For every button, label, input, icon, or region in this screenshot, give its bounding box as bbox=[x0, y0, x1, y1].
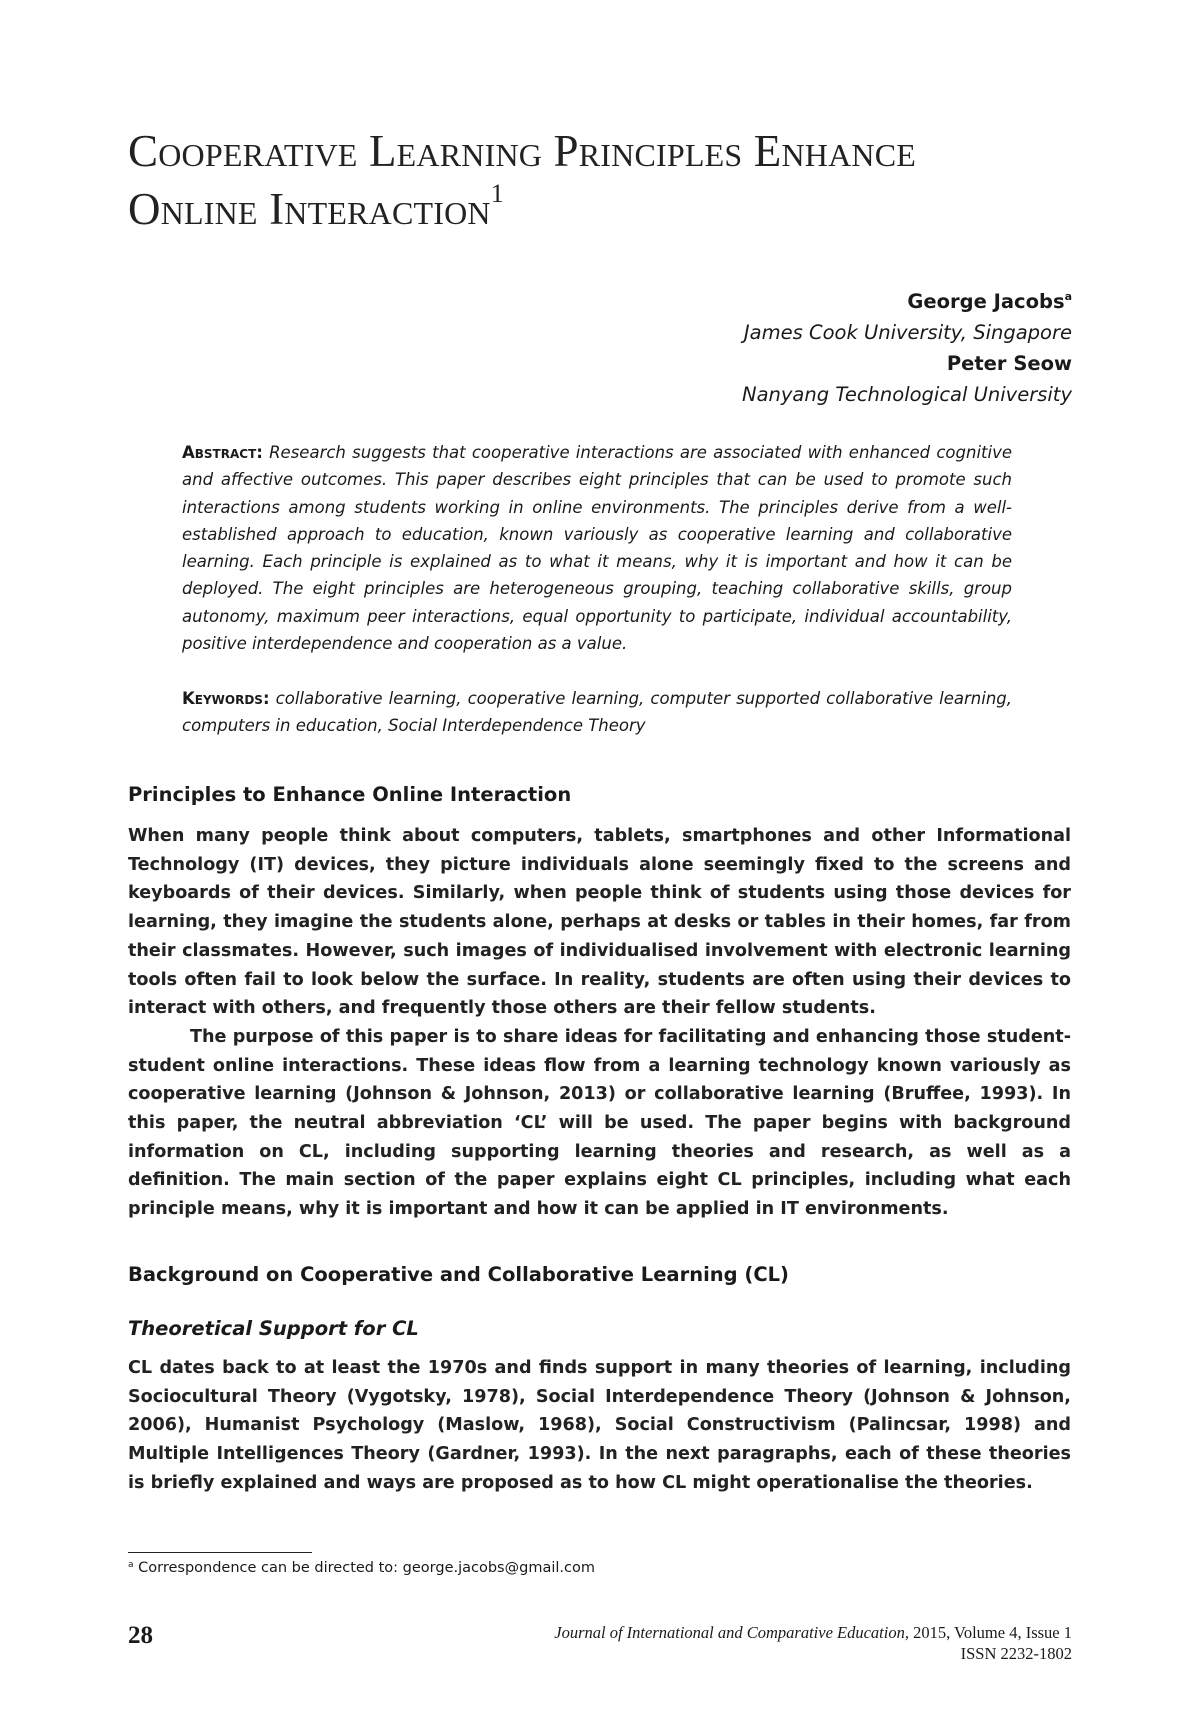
footnote bbox=[128, 1558, 595, 1578]
footnote-text: Correspondence can be directed to: george.jacobs@gmail.com bbox=[138, 1560, 595, 1576]
author-block bbox=[372, 286, 1072, 410]
author-1-mark: a bbox=[1064, 290, 1072, 303]
author-2-name: Peter Seow bbox=[946, 352, 1072, 375]
author-1-name bbox=[372, 286, 1072, 317]
journal-details: 2015, Volume 4, Issue 1 bbox=[913, 1623, 1072, 1642]
paper-title bbox=[128, 122, 1088, 238]
keywords-label: Keywords: bbox=[182, 689, 270, 708]
journal-issn: ISSN 2232-1802 bbox=[960, 1644, 1072, 1663]
abstract-text: Research suggests that cooperative interactions are associated with enhanced cognitive and affective outcomes. This paper describes eight principles that can be used to promote such interactions among students working in online environments. The principles derive from a well-established approach to education, known variously as cooperative learning and collaborative learning. Each principle is explained as to what it means, why it is important and how it can be deployed. The eight principles are heterogeneous grouping, teaching collaborative skills, group autonomy, maximum peer interactions, equal opportunity to participate, individual accountability, positive interdependence and cooperation as a value. bbox=[182, 443, 1012, 654]
journal-citation bbox=[554, 1622, 1072, 1643]
section-heading-principles: Principles to Enhance Online Interaction bbox=[128, 783, 572, 806]
title-line-2 bbox=[128, 180, 1088, 238]
page-number: 28 bbox=[128, 1622, 153, 1649]
keywords-text: collaborative learning, cooperative learning, computer supported collaborative learning, computers in education, Social Interdependence Theory bbox=[182, 689, 1012, 736]
keywords bbox=[182, 685, 1012, 740]
journal-name: Journal of International and Comparative Education, bbox=[554, 1623, 909, 1642]
journal-footer bbox=[554, 1622, 1072, 1664]
section-background-body bbox=[128, 1354, 1071, 1498]
abstract-label: Abstract: bbox=[182, 443, 263, 462]
section-principles-body bbox=[128, 822, 1071, 1224]
section-heading-background: Background on Cooperative and Collaborative Learning (CL) bbox=[128, 1263, 789, 1286]
author-1-affiliation: James Cook University, Singapore bbox=[743, 321, 1072, 344]
title-line-1: Cooperative Learning Principles Enhance bbox=[128, 126, 917, 176]
subsection-heading-theoretical-support: Theoretical Support for CL bbox=[128, 1317, 419, 1340]
paragraph-2: The purpose of this paper is to share ideas for facilitating and enhancing those student-student online interactions. These ideas flow from a learning technology known variously as cooperative learning (Johnson & Johnson, 2013) or collaborative learning (Bruffee, 1993). In this paper, the neutral abbreviation ‘CL’ will be used. The paper begins with background information on CL, including supporting learning theories and research, as well as a definition. The main section of the paper explains eight CL principles, including what each principle means, why it is important and how it can be applied in IT environments. bbox=[128, 1026, 1071, 1220]
title-footnote-mark: 1 bbox=[490, 179, 504, 208]
paragraph-1: When many people think about computers, tablets, smartphones and other Informational Technology (IT) devices, they picture individuals alone seemingly fixed to the screens and keyboards of their devices. Similarly, when people think of students using those devices for learning, they imagine the students alone, perhaps at desks or tables in their homes, far from their classmates. However, such images of individualised involvement with electronic learning tools often fail to look below the surface. In reality, students are often using their devices to interact with others, and frequently those others are their fellow students. bbox=[128, 826, 1071, 1019]
footnote-mark: a bbox=[128, 1560, 134, 1570]
abstract bbox=[182, 439, 1012, 657]
author-1-name-text: George Jacobs bbox=[907, 290, 1065, 313]
footnote-divider bbox=[128, 1552, 312, 1553]
paragraph-3: CL dates back to at least the 1970s and finds support in many theories of learning, including Sociocultural Theory (Vygotsky, 1978), Social Interdependence Theory (Johnson & Johnson, 2006), Humanist Psychology (Maslow, 1968), Social Constructivism (Palincsar, 1998) and Multiple Intelligences Theory (Gardner, 1993). In the next paragraphs, each of these theories is briefly explained and ways are proposed as to how CL might operationalise the theories. bbox=[128, 1358, 1071, 1493]
title-line-2-text: Online Interaction bbox=[128, 184, 491, 234]
author-2-affiliation: Nanyang Technological University bbox=[742, 383, 1072, 406]
